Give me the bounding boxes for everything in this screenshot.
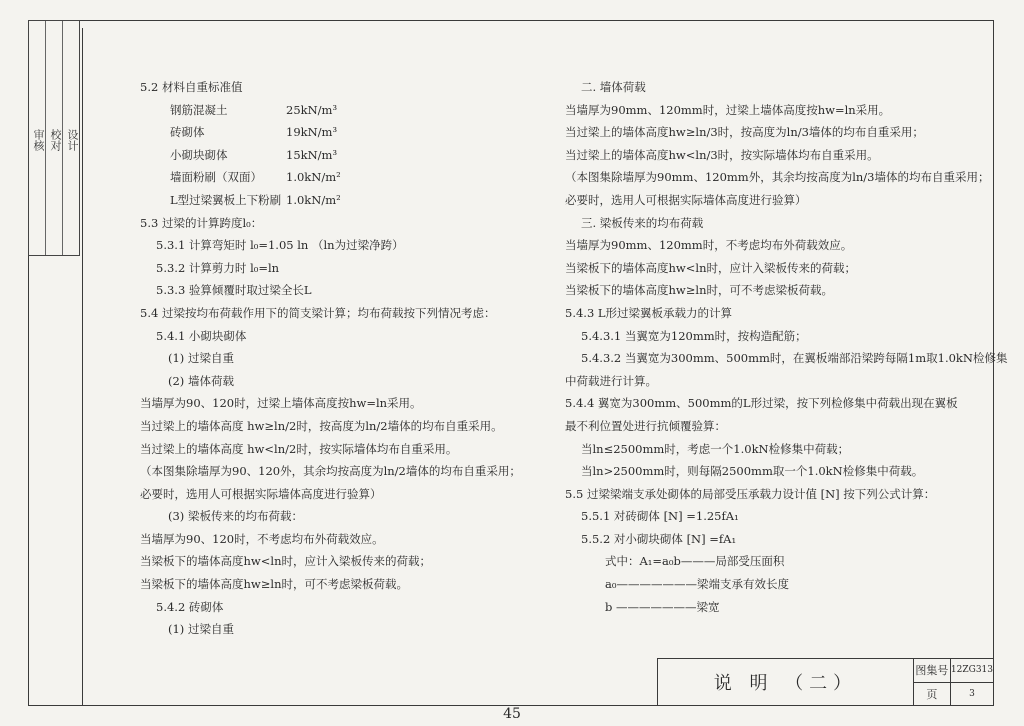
- text-line: 中荷载进行计算。: [565, 373, 657, 388]
- text-line: 式中：A₁=a₀b———局部受压面积: [605, 554, 785, 569]
- text-line: 5.5 过梁梁端支承处砌体的局部受压承载力设计值 [N] 按下列公式计算：: [565, 486, 936, 501]
- text-line: 当墙厚为90mm、120mm时，过梁上墙体高度按hw=ln采用。: [565, 102, 891, 117]
- text-line: 5.4.3.1 当翼宽为120mm时，按构造配筋；: [581, 328, 807, 343]
- text-line: 当梁板下的墙体高度hw<ln时，应计入梁板传来的荷载；: [565, 260, 856, 275]
- signature-column: [28, 20, 80, 256]
- text-line: (1) 过梁自重: [168, 622, 234, 637]
- text-line: 当墙厚为90、120时，过梁上墙体高度按hw=ln采用。: [140, 396, 422, 411]
- text-line: a₀———————梁端支承有效长度: [605, 577, 789, 592]
- material-row: 钢筋混凝土 25kN/m³: [170, 102, 338, 117]
- left-column: [140, 76, 520, 641]
- text-line: 最不利位置处进行抗倾覆验算：: [565, 418, 726, 433]
- atlas-number: 12ZG313: [950, 665, 993, 676]
- text-line: 5.3.2 计算剪力时 l₀=ln: [156, 260, 280, 275]
- text-line: 5.4.2 砖砌体: [156, 599, 224, 614]
- page-label: 页: [914, 683, 951, 706]
- material-row: 小砌块砌体 15kN/m³: [170, 147, 338, 162]
- text-line: 5.4 过梁按均布荷载作用下的简支梁计算；均布荷载按下列情况考虑：: [140, 305, 496, 320]
- text-line: 当过梁上的墙体高度hw<ln/3时，按实际墙体均布自重采用。: [565, 147, 879, 162]
- text-line: 三. 梁板传来的均布荷载: [581, 215, 704, 230]
- text-line: 当过梁上的墙体高度 hw<ln/2时，按实际墙体均布自重采用。: [140, 441, 458, 456]
- material-row: L型过梁翼板上下粉刷 1.0kN/m²: [170, 192, 341, 207]
- text-line: 当过梁上的墙体高度 hw≥ln/2时，按高度为ln/2墙体的均布自重采用。: [140, 418, 503, 433]
- left-text-lines: [140, 212, 520, 641]
- text-line: 当过梁上的墙体高度hw≥ln/3时，按高度为ln/3墙体的均布自重采用；: [565, 125, 924, 140]
- sheet-title: 说 明 （二）: [658, 659, 914, 705]
- atlas-label: 图集号: [914, 659, 951, 682]
- text-line: 二. 墙体荷载: [581, 80, 646, 94]
- sign-review: 审核: [29, 21, 46, 255]
- text-line: b ———————梁宽: [605, 599, 720, 614]
- title-block: [657, 658, 994, 706]
- text-line: 当ln>2500mm时，则每隔2500mm取一个1.0kN检修集中荷载。: [581, 464, 924, 479]
- text-line: (2) 墙体荷载: [168, 373, 234, 388]
- text-line: 5.4.4 翼宽为300mm、500mm的L形过梁，按下列检修集中荷载出现在翼板: [565, 396, 958, 411]
- title-meta: [914, 659, 993, 705]
- text-line: 5.5.1 对砖砌体 [N] =1.25fA₁: [581, 509, 739, 524]
- text-line: 当ln≤2500mm时，考虑一个1.0kN检修集中荷载；: [581, 441, 850, 456]
- sign-check: 校对: [46, 21, 63, 255]
- page-number: 45: [503, 706, 521, 722]
- section-title: 5.2 材料自重标准值: [140, 80, 243, 94]
- text-line: 必要时，选用人可根据实际墙体高度进行验算）: [140, 486, 382, 501]
- text-line: 当墙厚为90、120时，不考虑均布外荷载效应。: [140, 531, 384, 546]
- material-row: 砖砌体 19kN/m³: [170, 125, 338, 140]
- right-text-lines: [565, 76, 1008, 618]
- text-line: 5.3 过梁的计算跨度l₀：: [140, 215, 263, 230]
- text-line: 5.3.1 计算弯矩时 l₀=1.05 ln （ln为过梁净跨）: [156, 238, 404, 253]
- text-line: (1) 过梁自重: [168, 351, 234, 366]
- text-line: (3) 梁板传来的均布荷载：: [168, 509, 303, 524]
- text-line: 5.4.3.2 当翼宽为300mm、500mm时，在翼板端部沿梁跨每隔1m取1.0kN检修集: [581, 351, 1008, 366]
- right-column: [565, 76, 1008, 618]
- sheet-page-number: 3: [969, 688, 975, 699]
- text-line: 当梁板下的墙体高度hw≥ln时，可不考虑梁板荷载。: [565, 283, 833, 298]
- text-line: 当梁板下的墙体高度hw≥ln时，可不考虑梁板荷载。: [140, 577, 408, 592]
- text-line: 5.5.2 对小砌块砌体 [N] =fA₁: [581, 531, 737, 546]
- text-line: 当墙厚为90mm、120mm时，不考虑均布外荷载效应。: [565, 238, 853, 253]
- material-row: 墙面粉刷（双面） 1.0kN/m²: [170, 170, 341, 185]
- text-line: （本图集除墙厚为90、120外，其余均按高度为ln/2墙体的均布自重采用；: [140, 464, 521, 479]
- text-line: 必要时，选用人可根据实际墙体高度进行验算）: [565, 192, 807, 207]
- text-line: （本图集除墙厚为90mm、120mm外，其余均按高度为ln/3墙体的均布自重采用；: [565, 170, 990, 185]
- text-line: 5.4.1 小砌块砌体: [156, 328, 247, 343]
- text-line: 当梁板下的墙体高度hw<ln时，应计入梁板传来的荷载；: [140, 554, 431, 569]
- text-line: 5.4.3 L形过梁翼板承载力的计算: [565, 305, 733, 320]
- text-line: 5.3.3 验算倾覆时取过梁全长L: [156, 283, 312, 298]
- sign-design: 设计: [66, 129, 79, 151]
